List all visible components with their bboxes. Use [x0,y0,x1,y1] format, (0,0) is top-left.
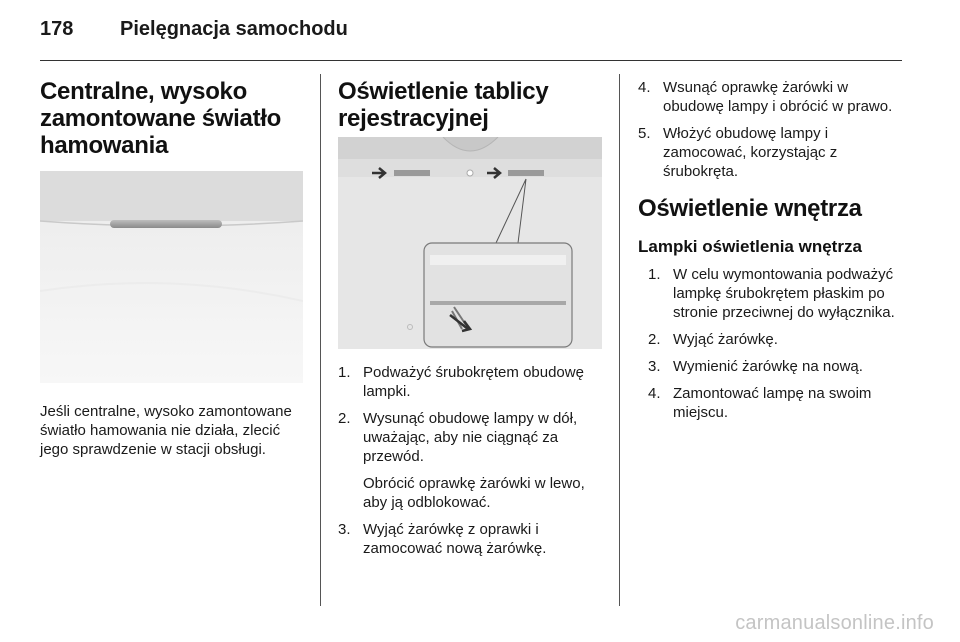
step-number: 3. [648,358,661,375]
chapter-title: Pielęgnacja samochodu [120,18,348,40]
column-divider-right [619,74,620,606]
step-number: 5. [638,125,651,142]
column-license-plate-light [338,78,606,566]
column-interior-light [638,78,900,430]
interior-steps [638,265,900,422]
step-text: Wsunąć oprawkę żarówki w obudowę lampy i obrócić w prawo. [663,79,893,115]
brake-light-illustration [40,171,303,383]
header-divider [40,60,902,61]
step-text: Zamontować lampę na swoim miejscu. [673,385,872,421]
list-item [638,78,900,116]
step-number: 2. [648,331,661,348]
list-item [338,520,606,558]
list-item [648,265,900,322]
license-plate-steps [338,363,606,558]
step-text: Wysunąć obudowę lampy w dół, uważając, aby nie ciągnąć za przewód. [363,410,578,465]
brake-light-figure-svg [40,171,303,383]
step-subtext: Obrócić oprawkę żarówki w lewo, aby ją odblokować. [363,475,585,511]
step-number: 1. [338,364,351,381]
page-header [40,18,902,54]
step-text: Wymienić żarówkę na nową. [673,358,863,375]
brake-light-description: Jeśli centralne, wysoko zamontowane światło hamowania nie działa, zlecić jego sprawdzenie w stacji obsługi. [40,403,292,458]
step-text: Podważyć śrubokrętem obudowę lampki. [363,364,584,400]
step-number: 2. [338,410,351,427]
section-title-brake-light: Centralne, wysoko zamontowane światło hamowania [40,78,282,159]
step-text: Wyjąć żarówkę. [673,331,778,348]
list-item [638,124,900,181]
list-item [338,409,606,512]
license-plate-light-illustration [338,137,602,349]
page-number: 178 [40,18,74,40]
step-text: W celu wymontowania podważyć lampkę śrubokrętem płaskim po stronie przeciwnej do wyłącznika. [673,266,895,321]
column-brake-light [40,78,305,459]
section-title-interior: Oświetlenie wnętrza [638,195,862,222]
step-number: 4. [648,385,661,402]
subsection-title-interior-lamps: Lampki oświetlenia wnętrza [638,237,862,256]
step-text: Wyjąć żarówkę z oprawki i zamocować nową żarówkę. [363,521,547,557]
list-item [648,357,900,376]
list-item [648,330,900,349]
step-text: Włożyć obudowę lampy i zamocować, korzystając z śrubokręta. [663,125,838,180]
license-plate-figure-svg [338,137,602,349]
list-item [338,363,606,401]
step-number: 3. [338,521,351,538]
step-number: 1. [648,266,661,283]
license-plate-steps-continued [638,78,900,181]
column-divider-left [320,74,321,606]
watermark: carmanualsonline.info [735,612,934,634]
list-item [648,384,900,422]
section-title-license-plate: Oświetlenie tablicy rejestracyjnej [338,78,549,132]
step-number: 4. [638,79,651,96]
